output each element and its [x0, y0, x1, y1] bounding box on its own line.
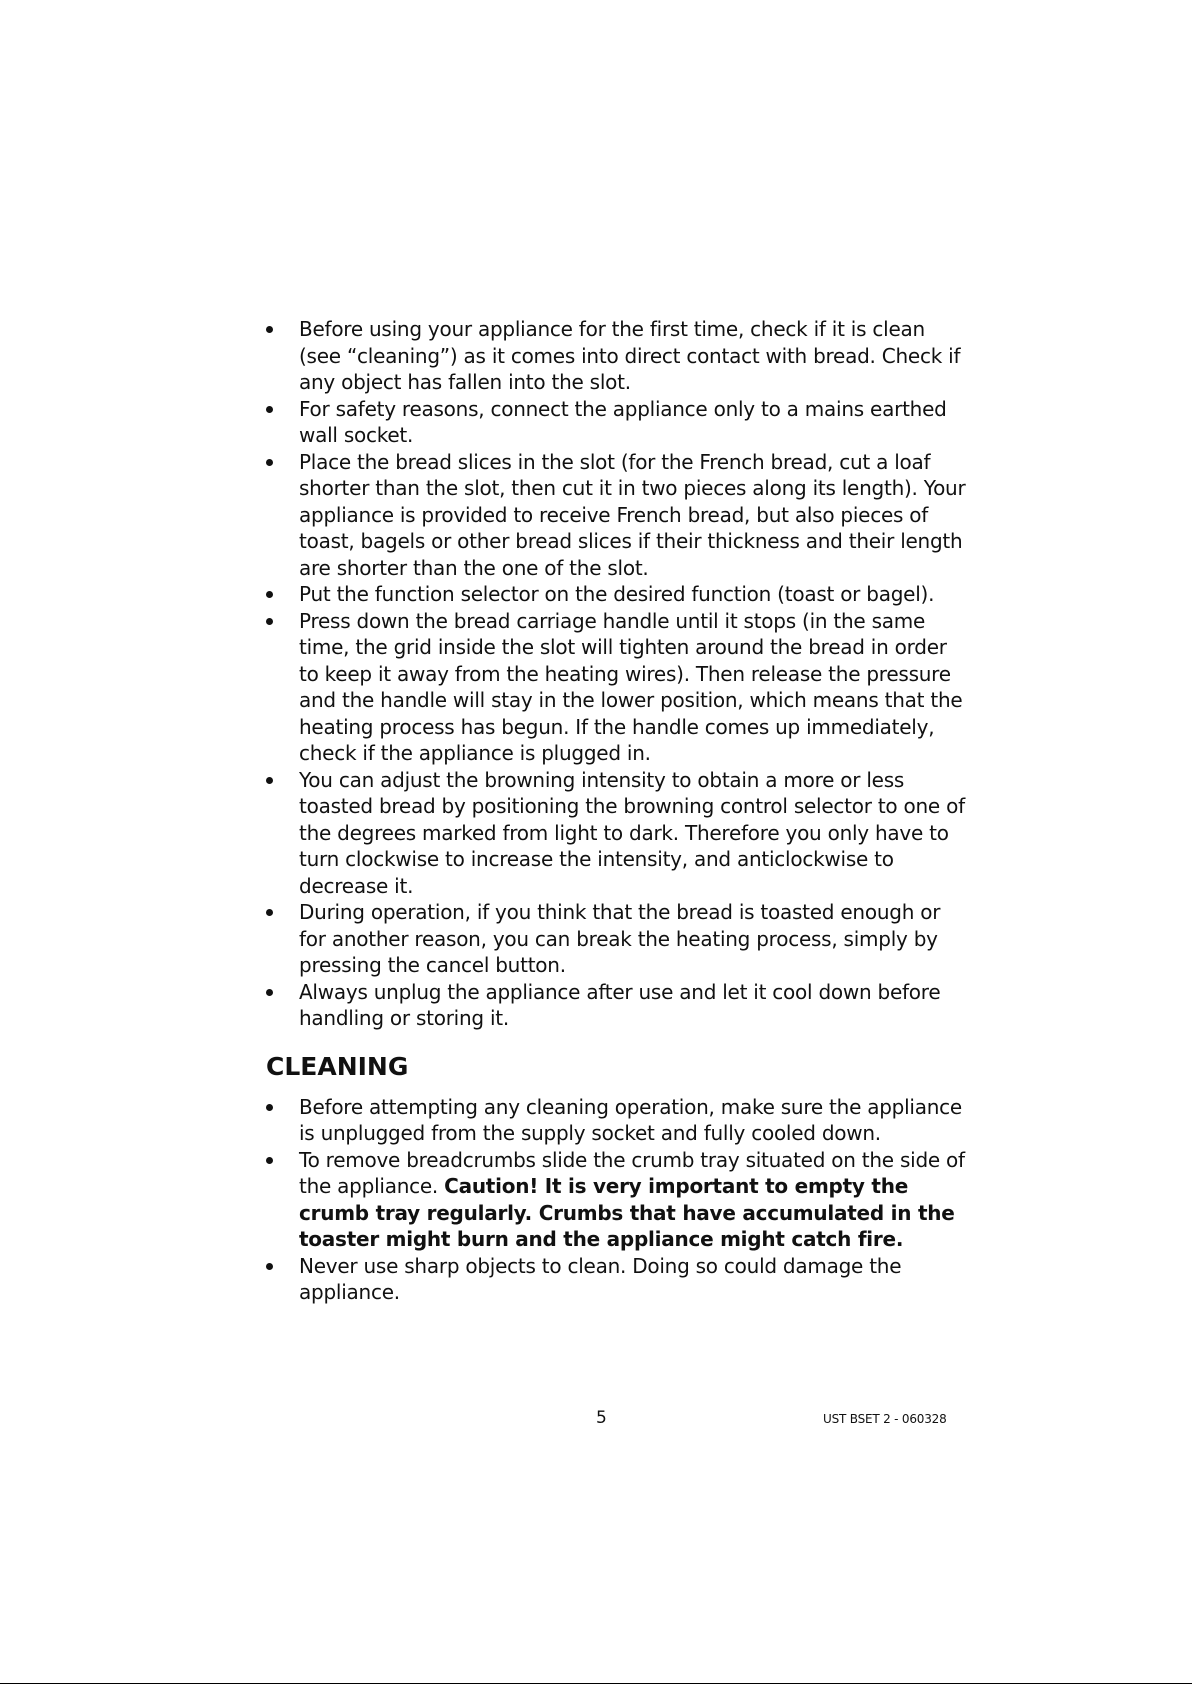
list-item: [266, 899, 966, 979]
bullet-icon: [266, 989, 273, 996]
list-item: [266, 608, 966, 767]
list-item: [266, 1147, 966, 1253]
list-item-text: Before using your appliance for the first time, check if it is clean (see “cleaning”) as it comes into direct contact with bread. Check if any object has fallen into the slot.: [299, 317, 961, 394]
list-item: [266, 767, 966, 900]
bullet-icon: [266, 459, 273, 466]
list-item: [266, 979, 966, 1032]
list-item: [266, 316, 966, 396]
document-code: UST BSET 2 - 060328: [823, 1412, 947, 1426]
page-content: [266, 316, 966, 1306]
list-item-text: Place the bread slices in the slot (for the French bread, cut a loaf shorter than the slot, then cut it in two pieces along its length). Your appliance is provided to receive French bread, but also pieces of toast, bagels or other bread slices if their thickness and their length are shorter than the one of the slot.: [299, 449, 966, 580]
list-item-text: Before attempting any cleaning operation, make sure the appliance is unplugged from the supply socket and fully cooled down.: [299, 1094, 962, 1145]
bullet-icon: [266, 909, 273, 916]
cleaning-instructions-list: [266, 1094, 966, 1306]
list-item-text: During operation, if you think that the bread is toasted enough or for another reason, you can break the heating process, simply by pressing the cancel button.: [299, 900, 941, 977]
list-item-text: Never use sharp objects to clean. Doing so could damage the appliance.: [299, 1253, 902, 1304]
bullet-icon: [266, 618, 273, 625]
bullet-icon: [266, 777, 273, 784]
bullet-icon: [266, 1263, 273, 1270]
list-item: [266, 1253, 966, 1306]
list-item-text: You can adjust the browning intensity to obtain a more or less toasted bread by positioning the browning control selector to one of the degrees marked from light to dark. Therefore you only have to turn clockwise to increase the intensity, and anticlockwise to decrease it.: [299, 767, 965, 898]
usage-instructions-list: [266, 316, 966, 1032]
list-item: [266, 396, 966, 449]
crumb-tray-caution: Caution! It is very important to empty the crumb tray regularly. Crumbs that have accumulated in the toaster might burn and the appliance might catch fire.: [299, 1174, 955, 1251]
bullet-icon: [266, 406, 273, 413]
bullet-icon: [266, 1104, 273, 1111]
bullet-icon: [266, 1157, 273, 1164]
list-item-text: For safety reasons, connect the appliance only to a mains earthed wall socket.: [299, 396, 947, 447]
list-item: [266, 1094, 966, 1147]
list-item-text: To remove breadcrumbs slide the crumb tray situated on the side of the appliance.: [299, 1147, 965, 1198]
cleaning-heading: CLEANING: [266, 1051, 409, 1081]
list-item-text: Always unplug the appliance after use and let it cool down before handling or storing it.: [299, 979, 941, 1030]
page-bottom-border: [0, 1683, 1192, 1684]
list-item-text: Put the function selector on the desired function (toast or bagel).: [299, 582, 935, 606]
list-item: [266, 449, 966, 582]
page-number: 5: [596, 1408, 607, 1428]
list-item-text: Press down the bread carriage handle until it stops (in the same time, the grid inside the slot will tighten around the bread in order to keep it away from the heating wires). Then release the pressure and the handle will stay in the lower position, which means that the heating process has begun. If the handle comes up immediately, check if the appliance is plugged in.: [299, 608, 963, 765]
bullet-icon: [266, 326, 273, 333]
bullet-icon: [266, 591, 273, 598]
list-item: [266, 581, 966, 608]
